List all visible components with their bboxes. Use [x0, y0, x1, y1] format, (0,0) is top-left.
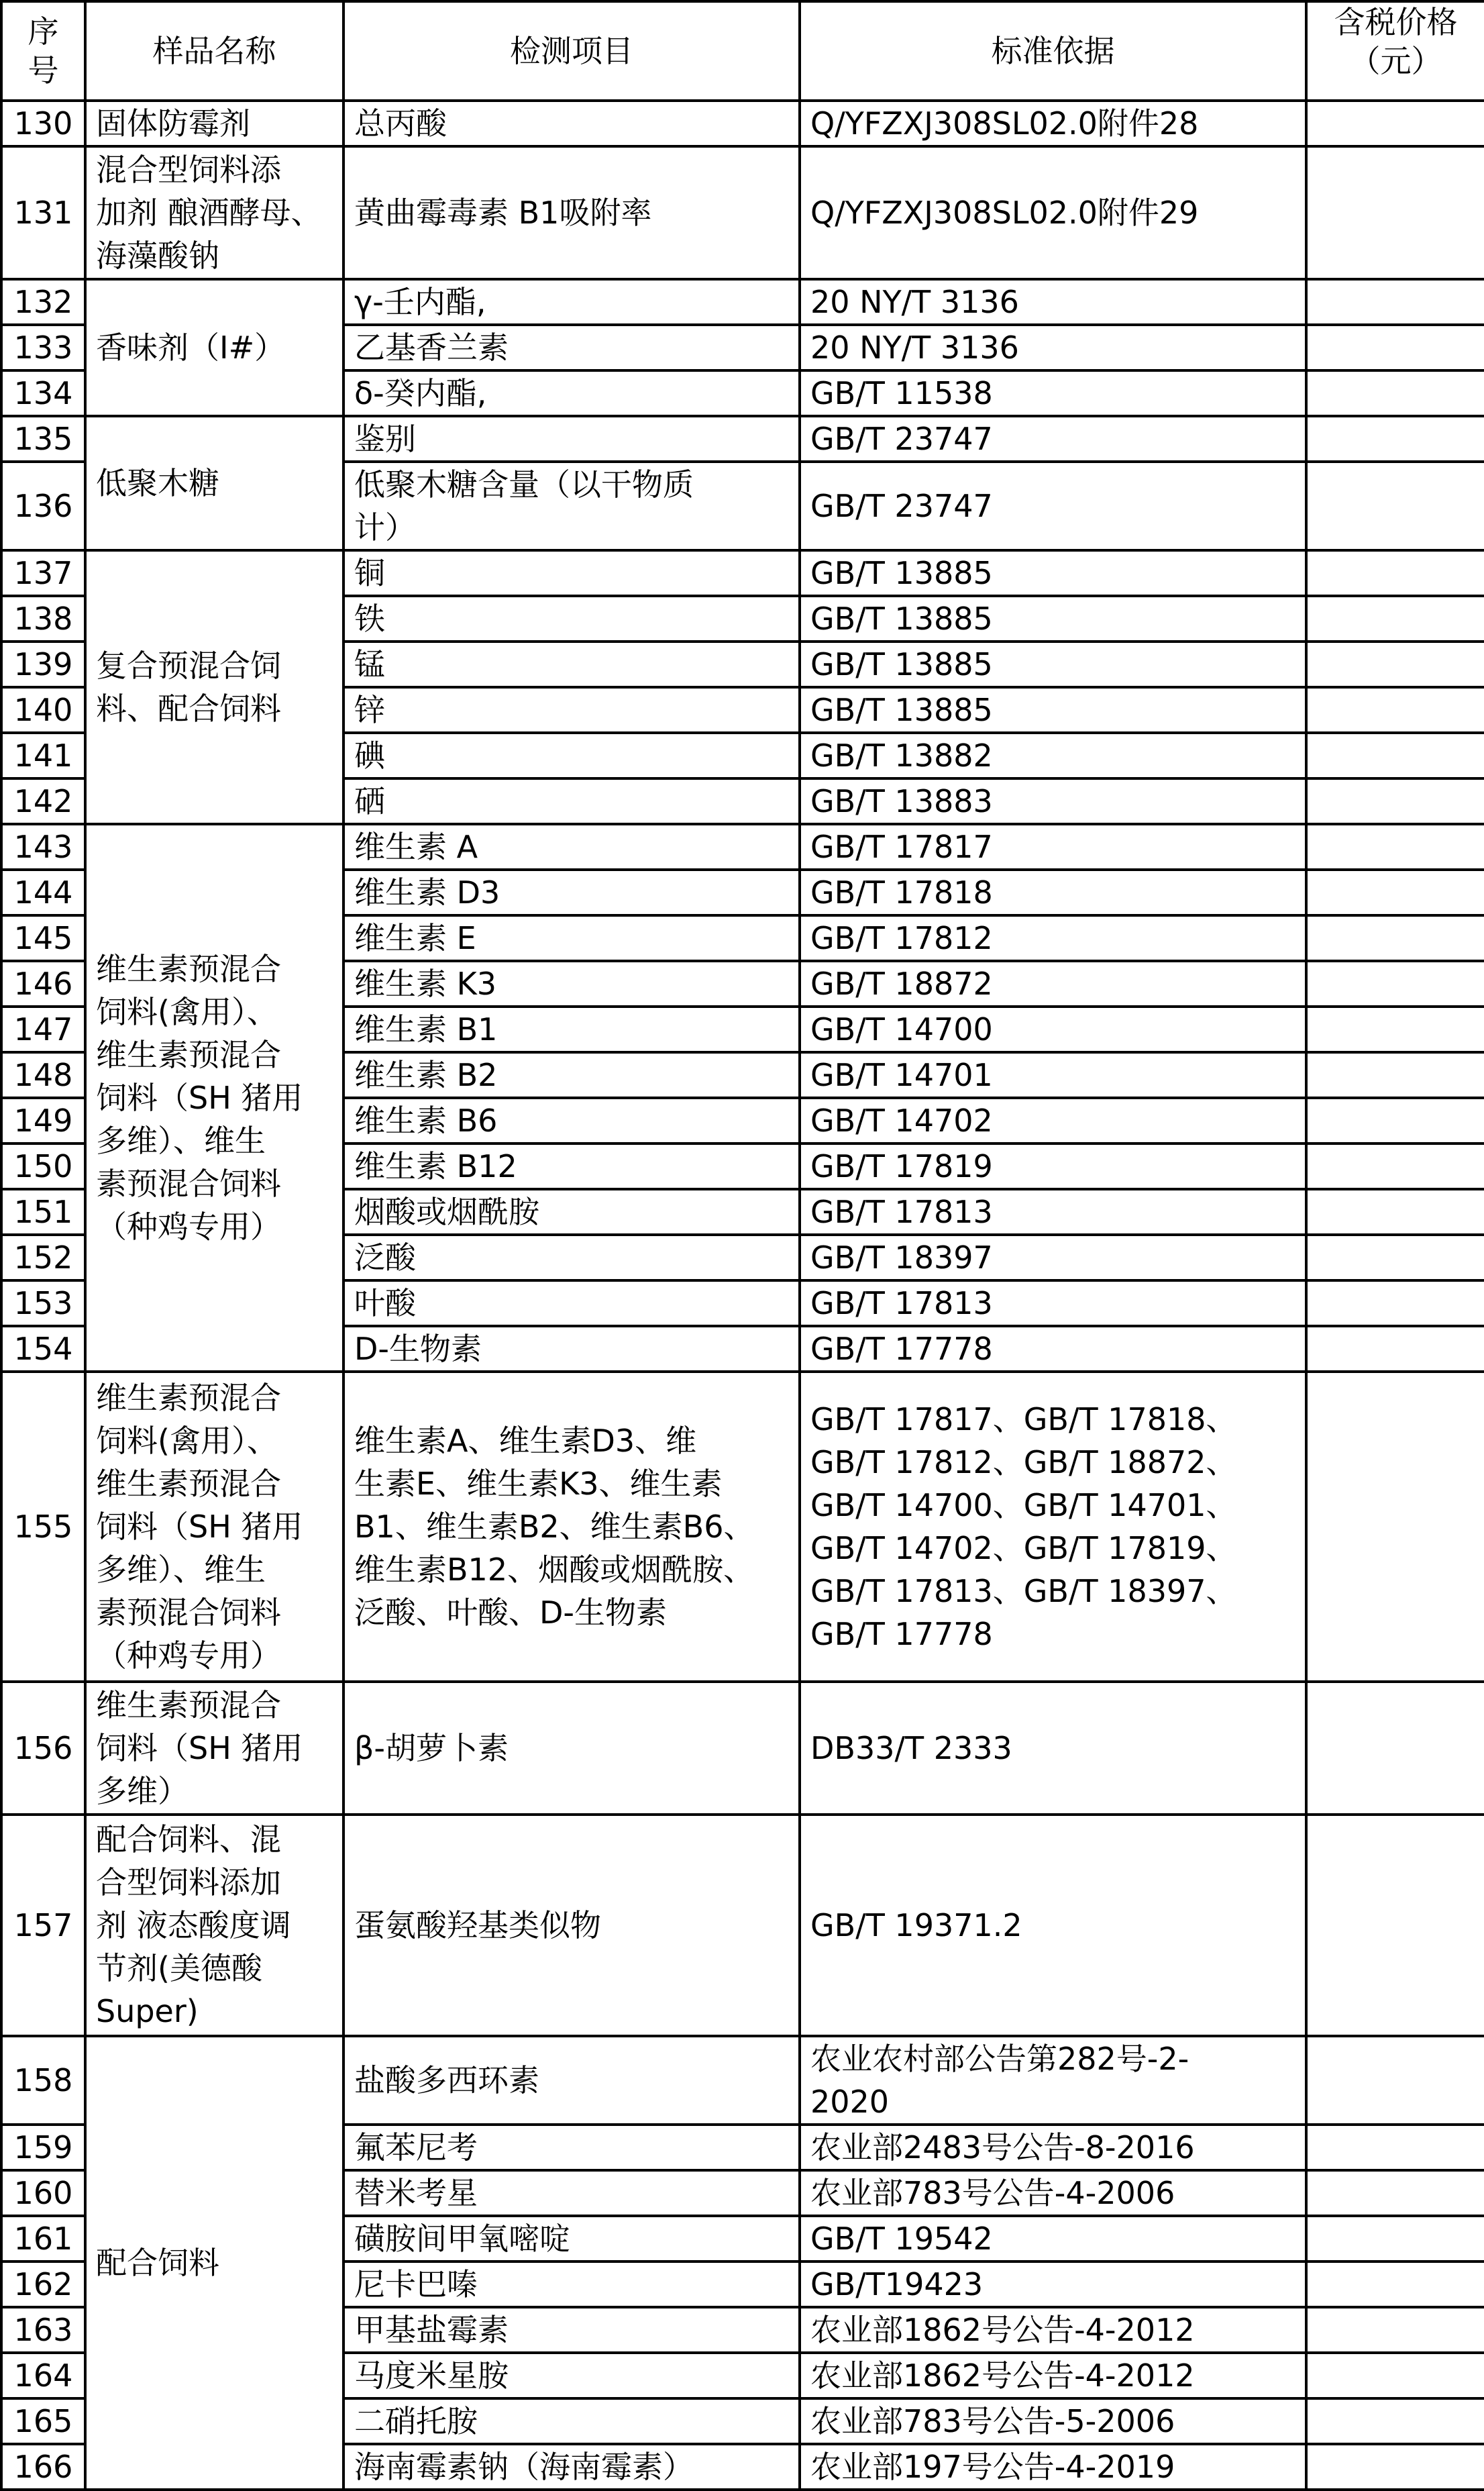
cell-test-item: 碘: [343, 733, 800, 778]
cell-seq: 136: [1, 462, 85, 550]
cell-standard: GB/T 19371.2: [800, 1815, 1306, 2036]
cell-test-item: 铜: [343, 550, 800, 596]
cell-price: [1306, 2261, 1484, 2307]
cell-standard: 农业部2483号公告-8-2016: [800, 2125, 1306, 2170]
cell-price: [1306, 824, 1484, 870]
cell-price: [1306, 101, 1484, 146]
cell-price: [1306, 915, 1484, 961]
cell-sample-name: 维生素预混合 饲料(禽用）、 维生素预混合 饲料（SH 猪用 多维）、维生 素预混合饲料 （种鸡专用）: [85, 1372, 343, 1682]
cell-standard: GB/T 13885: [800, 550, 1306, 596]
cell-standard: GB/T 17813: [800, 1189, 1306, 1235]
cell-standard: GB/T 17813: [800, 1280, 1306, 1326]
cell-test-item: 维生素 B1: [343, 1007, 800, 1052]
cell-price: [1306, 687, 1484, 733]
cell-price: [1306, 961, 1484, 1007]
cell-standard: GB/T 13885: [800, 687, 1306, 733]
cell-test-item: 维生素A、维生素D3、维 生素E、维生素K3、维生素 B1、维生素B2、维生素B6、 维生素B12、烟酸或烟酰胺、 泛酸、叶酸、D-生物素: [343, 1372, 800, 1682]
table-row: [1, 1372, 1484, 1682]
cell-test-item: 替米考星: [343, 2170, 800, 2216]
cell-seq: 160: [1, 2170, 85, 2216]
cell-seq: 153: [1, 1280, 85, 1326]
cell-test-item: 维生素 B12: [343, 1143, 800, 1189]
header-test-item: 检测项目: [343, 1, 800, 101]
cell-seq: 155: [1, 1372, 85, 1682]
cell-price: [1306, 1098, 1484, 1143]
cell-price: [1306, 1815, 1484, 2036]
cell-standard: GB/T 14700: [800, 1007, 1306, 1052]
cell-test-item: 维生素 K3: [343, 961, 800, 1007]
cell-test-item: 烟酸或烟酰胺: [343, 1189, 800, 1235]
cell-standard: GB/T 11538: [800, 370, 1306, 416]
cell-price: [1306, 279, 1484, 325]
cell-standard: GB/T 23747: [800, 462, 1306, 550]
header-sample-name: 样品名称: [85, 1, 343, 101]
cell-test-item: 维生素 D3: [343, 870, 800, 915]
cell-seq: 161: [1, 2216, 85, 2261]
cell-test-item: 总丙酸: [343, 101, 800, 146]
cell-price: [1306, 596, 1484, 642]
cell-standard: 20 NY/T 3136: [800, 279, 1306, 325]
cell-test-item: 维生素 B6: [343, 1098, 800, 1143]
cell-price: [1306, 642, 1484, 687]
cell-test-item: 低聚木糖含量（以干物质 计）: [343, 462, 800, 550]
cell-seq: 132: [1, 279, 85, 325]
cell-test-item: 尼卡巴嗪: [343, 2261, 800, 2307]
table-body: [1, 101, 1484, 2490]
cell-standard: GB/T 17819: [800, 1143, 1306, 1189]
cell-price: [1306, 1682, 1484, 1815]
cell-price: [1306, 1326, 1484, 1372]
cell-seq: 143: [1, 824, 85, 870]
cell-seq: 157: [1, 1815, 85, 2036]
cell-seq: 148: [1, 1052, 85, 1098]
table-row: [1, 2036, 1484, 2125]
cell-standard: GB/T 18872: [800, 961, 1306, 1007]
cell-seq: 154: [1, 1326, 85, 1372]
cell-seq: 163: [1, 2307, 85, 2353]
cell-seq: 165: [1, 2398, 85, 2444]
cell-standard: 农业部197号公告-4-2019: [800, 2444, 1306, 2490]
cell-test-item: 乙基香兰素: [343, 325, 800, 370]
cell-test-item: β-胡萝卜素: [343, 1682, 800, 1815]
cell-price: [1306, 870, 1484, 915]
cell-price: [1306, 2216, 1484, 2261]
cell-test-item: 锌: [343, 687, 800, 733]
cell-test-item: 甲基盐霉素: [343, 2307, 800, 2353]
table-row: [1, 416, 1484, 462]
cell-price: [1306, 2398, 1484, 2444]
cell-standard: GB/T 17818: [800, 870, 1306, 915]
cell-seq: 131: [1, 146, 85, 279]
cell-seq: 130: [1, 101, 85, 146]
cell-price: [1306, 1052, 1484, 1098]
cell-standard: DB33/T 2333: [800, 1682, 1306, 1815]
cell-price: [1306, 1189, 1484, 1235]
table-row: [1, 146, 1484, 279]
table-row: [1, 279, 1484, 325]
cell-price: [1306, 416, 1484, 462]
header-row: [1, 1, 1484, 101]
cell-sample-name: 混合型饲料添 加剂 酿酒酵母、 海藻酸钠: [85, 146, 343, 279]
cell-standard: GB/T 17817: [800, 824, 1306, 870]
cell-test-item: 维生素 B2: [343, 1052, 800, 1098]
cell-test-item: 海南霉素钠（海南霉素）: [343, 2444, 800, 2490]
cell-standard: GB/T 17817、GB/T 17818、 GB/T 17812、GB/T 18872、 GB/T 14700、GB/T 14701、 GB/T 14702、GB/T 17819、 GB/T 17813、GB/T 18397、 GB/T 17778: [800, 1372, 1306, 1682]
cell-seq: 139: [1, 642, 85, 687]
cell-seq: 145: [1, 915, 85, 961]
cell-price: [1306, 2036, 1484, 2125]
cell-seq: 141: [1, 733, 85, 778]
cell-standard: 20 NY/T 3136: [800, 325, 1306, 370]
cell-price: [1306, 370, 1484, 416]
cell-standard: GB/T 13883: [800, 778, 1306, 824]
cell-test-item: 氟苯尼考: [343, 2125, 800, 2170]
cell-price: [1306, 2444, 1484, 2490]
cell-sample-name: 维生素预混合 饲料(禽用）、 维生素预混合 饲料（SH 猪用 多维）、维生 素预混合饲料 （种鸡专用）: [85, 824, 343, 1372]
cell-test-item: 铁: [343, 596, 800, 642]
cell-seq: 135: [1, 416, 85, 462]
cell-test-item: D-生物素: [343, 1326, 800, 1372]
table-row: [1, 1815, 1484, 2036]
cell-standard: GB/T 19542: [800, 2216, 1306, 2261]
header-price: 含税价格 （元）: [1306, 1, 1484, 101]
table-row: [1, 101, 1484, 146]
cell-standard: GB/T 13885: [800, 596, 1306, 642]
cell-price: [1306, 325, 1484, 370]
cell-price: [1306, 1235, 1484, 1280]
cell-standard: Q/YFZXJ308SL02.0附件28: [800, 101, 1306, 146]
cell-seq: 146: [1, 961, 85, 1007]
cell-seq: 147: [1, 1007, 85, 1052]
cell-price: [1306, 733, 1484, 778]
cell-seq: 138: [1, 596, 85, 642]
cell-price: [1306, 1143, 1484, 1189]
cell-standard: GB/T 14701: [800, 1052, 1306, 1098]
cell-test-item: γ-壬内酯,: [343, 279, 800, 325]
cell-standard: Q/YFZXJ308SL02.0附件29: [800, 146, 1306, 279]
cell-test-item: 磺胺间甲氧嘧啶: [343, 2216, 800, 2261]
cell-test-item: 盐酸多西环素: [343, 2036, 800, 2125]
cell-standard: GB/T 13885: [800, 642, 1306, 687]
cell-seq: 149: [1, 1098, 85, 1143]
cell-seq: 144: [1, 870, 85, 915]
cell-price: [1306, 146, 1484, 279]
cell-seq: 164: [1, 2353, 85, 2398]
cell-test-item: 蛋氨酸羟基类似物: [343, 1815, 800, 2036]
cell-sample-name: 固体防霉剂: [85, 101, 343, 146]
cell-test-item: 维生素 E: [343, 915, 800, 961]
cell-seq: 151: [1, 1189, 85, 1235]
cell-test-item: 泛酸: [343, 1235, 800, 1280]
cell-standard: GB/T 18397: [800, 1235, 1306, 1280]
table-row: [1, 1682, 1484, 1815]
cell-test-item: 二硝托胺: [343, 2398, 800, 2444]
cell-test-item: 黄曲霉毒素 B1吸附率: [343, 146, 800, 279]
cell-sample-name: 配合饲料: [85, 2036, 343, 2490]
cell-price: [1306, 778, 1484, 824]
cell-test-item: 硒: [343, 778, 800, 824]
cell-seq: 134: [1, 370, 85, 416]
cell-standard: 农业部783号公告-4-2006: [800, 2170, 1306, 2216]
cell-seq: 166: [1, 2444, 85, 2490]
cell-sample-name: 配合饲料、混 合型饲料添加 剂 液态酸度调 节剂(美德酸 Super): [85, 1815, 343, 2036]
cell-price: [1306, 1007, 1484, 1052]
cell-price: [1306, 2170, 1484, 2216]
cell-test-item: 锰: [343, 642, 800, 687]
cell-test-item: δ-癸内酯,: [343, 370, 800, 416]
cell-seq: 133: [1, 325, 85, 370]
header-seq: 序 号: [1, 1, 85, 101]
cell-seq: 152: [1, 1235, 85, 1280]
cell-test-item: 维生素 A: [343, 824, 800, 870]
cell-standard: 农业部1862号公告-4-2012: [800, 2307, 1306, 2353]
cell-price: [1306, 2125, 1484, 2170]
cell-standard: GB/T 17812: [800, 915, 1306, 961]
cell-seq: 159: [1, 2125, 85, 2170]
cell-standard: GB/T 23747: [800, 416, 1306, 462]
cell-test-item: 叶酸: [343, 1280, 800, 1326]
cell-seq: 142: [1, 778, 85, 824]
cell-test-item: 鉴别: [343, 416, 800, 462]
cell-sample-name: 低聚木糖: [85, 416, 343, 550]
cell-seq: 156: [1, 1682, 85, 1815]
cell-standard: 农业农村部公告第282号-2- 2020: [800, 2036, 1306, 2125]
cell-seq: 158: [1, 2036, 85, 2125]
cell-standard: GB/T 17778: [800, 1326, 1306, 1372]
cell-test-item: 马度米星胺: [343, 2353, 800, 2398]
cell-standard: 农业部1862号公告-4-2012: [800, 2353, 1306, 2398]
cell-price: [1306, 2353, 1484, 2398]
cell-sample-name: 复合预混合饲 料、配合饲料: [85, 550, 343, 824]
cell-seq: 140: [1, 687, 85, 733]
cell-price: [1306, 1280, 1484, 1326]
cell-price: [1306, 462, 1484, 550]
cell-seq: 137: [1, 550, 85, 596]
table-row: [1, 824, 1484, 870]
cell-price: [1306, 2307, 1484, 2353]
cell-sample-name: 香味剂（I#）: [85, 279, 343, 416]
table-row: [1, 550, 1484, 596]
cell-standard: GB/T 14702: [800, 1098, 1306, 1143]
cell-standard: GB/T 13882: [800, 733, 1306, 778]
cell-seq: 162: [1, 2261, 85, 2307]
cell-standard: GB/T19423: [800, 2261, 1306, 2307]
cell-seq: 150: [1, 1143, 85, 1189]
cell-price: [1306, 550, 1484, 596]
cell-standard: 农业部783号公告-5-2006: [800, 2398, 1306, 2444]
header-standard: 标准依据: [800, 1, 1306, 101]
cell-price: [1306, 1372, 1484, 1682]
cell-sample-name: 维生素预混合 饲料（SH 猪用 多维）: [85, 1682, 343, 1815]
